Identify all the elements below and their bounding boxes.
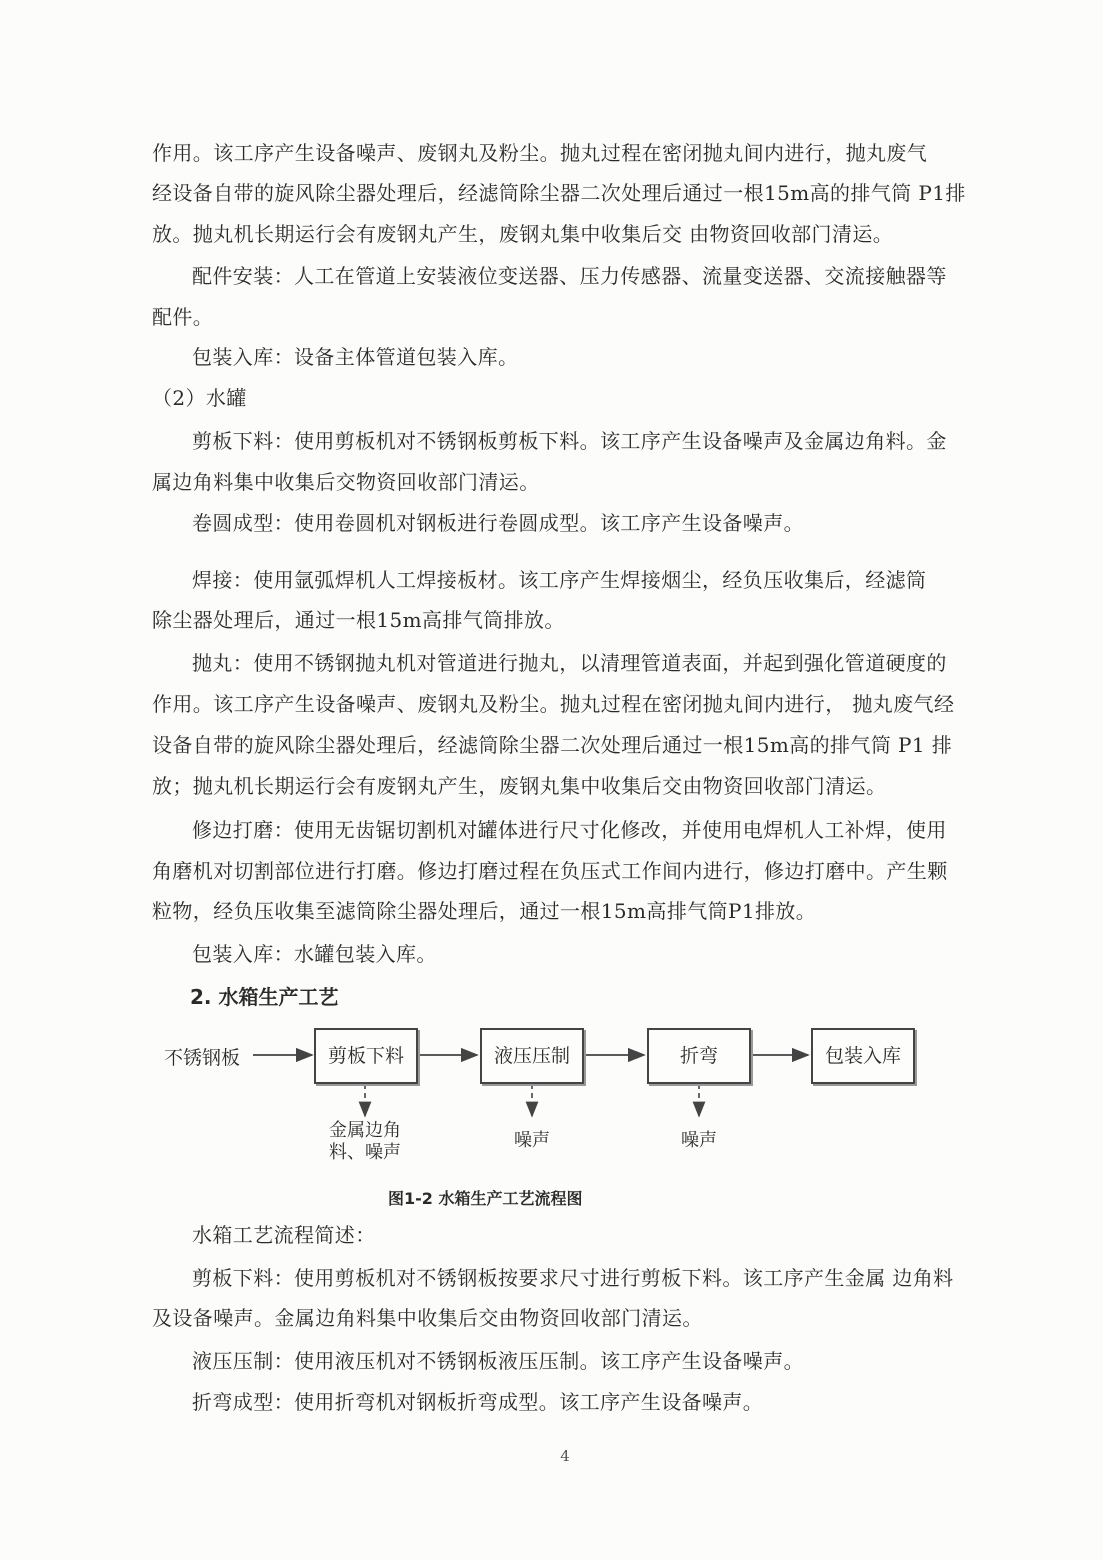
paragraph-line: 剪板下料：使用剪板机对不锈钢板按要求尺寸进行剪板下料。该工序产生金属 边角料 bbox=[192, 1266, 954, 1290]
subsection-title: （2）水罐 bbox=[152, 386, 247, 410]
paragraph-line: 包装入库：设备主体管道包装入库。 bbox=[192, 345, 519, 369]
paragraph-line: 修边打磨：使用无齿锯切割机对罐体进行尺寸化修改，并使用电焊机人工补焊，使用 bbox=[192, 818, 947, 842]
paragraph-line: 配件安装：人工在管道上安装液位变送器、压力传感器、流量变送器、交流接触器等 bbox=[192, 264, 947, 288]
paragraph-line: 剪板下料：使用剪板机对不锈钢板剪板下料。该工序产生设备噪声及金属边角料。金 bbox=[192, 429, 947, 453]
paragraph-line: 设备自带的旋风除尘器处理后，经滤筒除尘器二次处理后通过一根15m高的排气筒 P1 排 bbox=[152, 733, 953, 757]
paragraph-line: 粒物，经负压收集至滤筒除尘器处理后，通过一根15m高排气筒P1排放。 bbox=[152, 899, 817, 923]
flow-step-box: 折弯 bbox=[647, 1028, 751, 1084]
paragraph-line: 配件。 bbox=[152, 305, 214, 329]
flow-output-label: 噪声 bbox=[514, 1130, 550, 1151]
paragraph-line: 角磨机对切割部位进行打磨。修边打磨过程在负压式工作间内进行，修边打磨中。产生颗 bbox=[152, 859, 948, 883]
paragraph-line: 水箱工艺流程简述： bbox=[192, 1223, 376, 1247]
paragraph-line: 折弯成型：使用折弯机对钢板折弯成型。该工序产生设备噪声。 bbox=[192, 1390, 764, 1414]
flow-step-box: 剪板下料 bbox=[314, 1028, 418, 1084]
paragraph-line: 放；抛丸机长期运行会有废钢丸产生，废钢丸集中收集后交由物资回收部门清运。 bbox=[152, 774, 887, 798]
flow-output-label: 金属边角 料、噪声 bbox=[329, 1120, 401, 1163]
paragraph-line: 作用。该工序产生设备噪声、废钢丸及粉尘。抛丸过程在密闭抛丸间内进行，抛丸废气 bbox=[152, 141, 928, 165]
flow-output-label: 噪声 bbox=[681, 1130, 717, 1151]
flow-input-label: 不锈钢板 bbox=[164, 1047, 241, 1069]
paragraph-line: 经设备自带的旋风除尘器处理后，经滤筒除尘器二次处理后通过一根15m高的排气筒 P1排 bbox=[152, 181, 966, 205]
paragraph-line: 及设备噪声。金属边角料集中收集后交由物资回收部门清运。 bbox=[152, 1306, 703, 1330]
paragraph-line: 作用。该工序产生设备噪声、废钢丸及粉尘。抛丸过程在密闭抛丸间内进行， 抛丸废气经 bbox=[152, 692, 955, 716]
paragraph-line: 焊接：使用氩弧焊机人工焊接板材。该工序产生焊接烟尘，经负压收集后，经滤筒 bbox=[192, 568, 927, 592]
paragraph-line: 包装入库：水罐包装入库。 bbox=[192, 942, 437, 966]
section-heading: 2. 水箱生产工艺 bbox=[190, 985, 339, 1009]
figure-caption: 图1-2 水箱生产工艺流程图 bbox=[388, 1189, 583, 1208]
paragraph-line: 属边角料集中收集后交物资回收部门清运。 bbox=[152, 470, 540, 494]
paragraph-line: 放。抛丸机长期运行会有废钢丸产生，废钢丸集中收集后交 由物资回收部门清运。 bbox=[152, 222, 894, 246]
paragraph-line: 除尘器处理后，通过一根15m高排气筒排放。 bbox=[152, 608, 565, 632]
page-number: 4 bbox=[560, 1447, 570, 1465]
process-flowchart bbox=[150, 1024, 930, 1174]
flow-step-box: 包装入库 bbox=[811, 1028, 915, 1084]
flow-step-box: 液压压制 bbox=[480, 1028, 584, 1084]
paragraph-line: 卷圆成型：使用卷圆机对钢板进行卷圆成型。该工序产生设备噪声。 bbox=[192, 511, 804, 535]
paragraph-line: 抛丸：使用不锈钢抛丸机对管道进行抛丸，以清理管道表面，并起到强化管道硬度的 bbox=[192, 651, 947, 675]
paragraph-line: 液压压制：使用液压机对不锈钢板液压压制。该工序产生设备噪声。 bbox=[192, 1349, 804, 1373]
